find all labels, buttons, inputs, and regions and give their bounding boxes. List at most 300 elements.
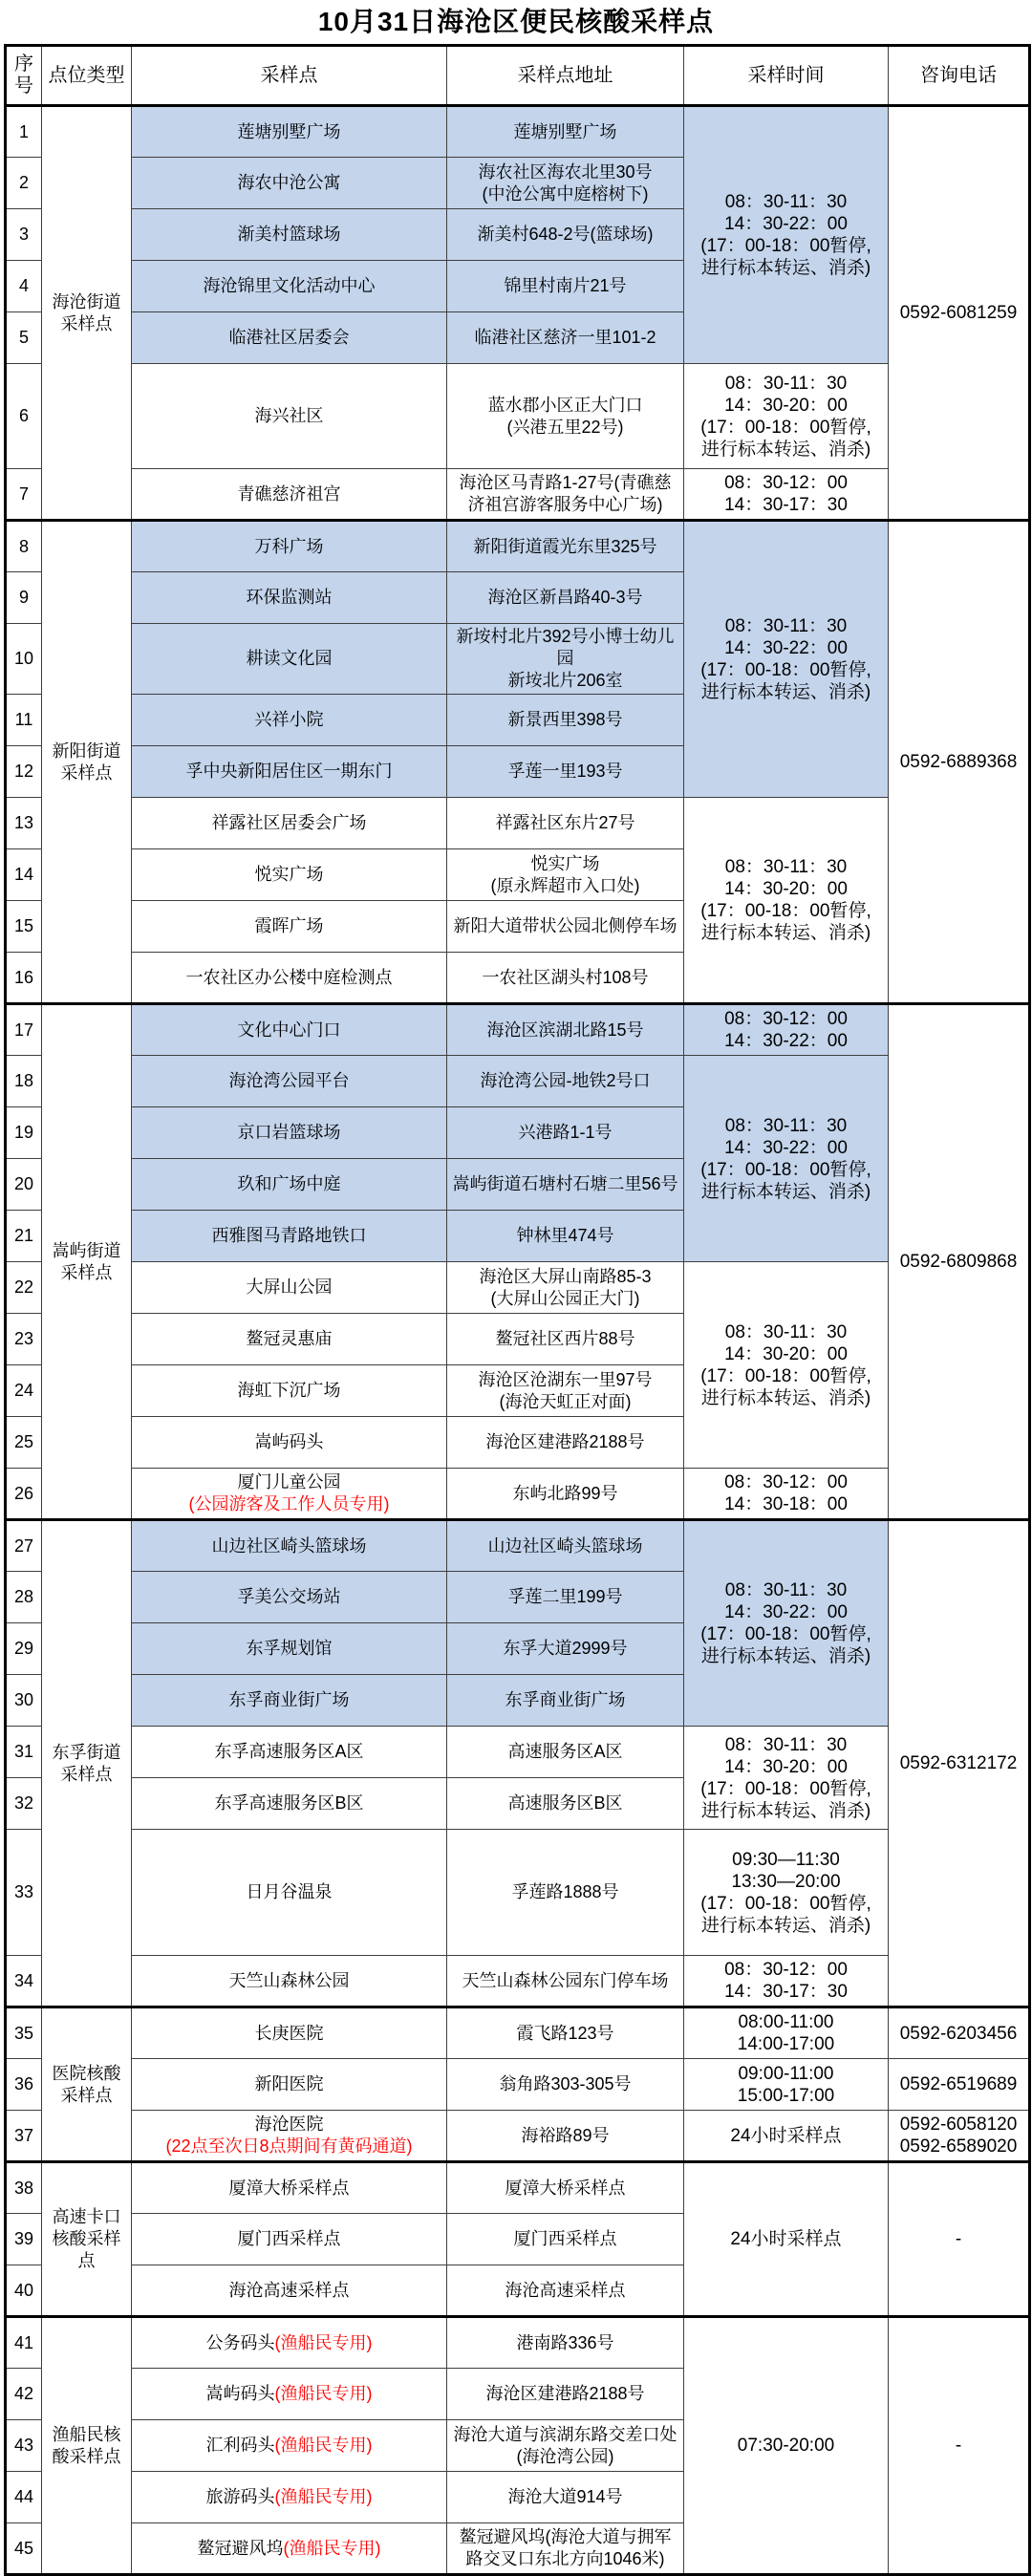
- site-name-cell-text: 汇利码头: [205, 2436, 275, 2455]
- site-address-cell: [447, 1520, 684, 1572]
- site-address-cell-text: 孚莲一里193号: [507, 762, 623, 781]
- phone-cell-text: -: [955, 2229, 962, 2249]
- site-address-cell-text: 路交叉口东北方向1046米): [465, 2549, 665, 2568]
- site-name-cell-alert-text: (渔船民专用): [274, 2487, 373, 2506]
- site-type-cell: [42, 521, 132, 1004]
- site-address-cell-text: 祥露社区东片27号: [495, 813, 635, 832]
- sampling-time-cell-text: 08:00-11:00: [738, 2012, 834, 2032]
- site-address-cell: [447, 2059, 684, 2111]
- header-addr: 采样点地址: [447, 46, 684, 106]
- row-number-cell-text: 27: [13, 1535, 34, 1556]
- sampling-time-cell: [684, 1262, 889, 1469]
- phone-cell: [889, 2162, 1030, 2317]
- site-address-cell-text: 海沧高速采样点: [505, 2280, 626, 2300]
- site-name-cell: [132, 1211, 447, 1262]
- site-name-cell: [132, 364, 447, 469]
- row-number-cell: [6, 2472, 42, 2523]
- site-name-cell-text: 孚美公交场站: [237, 1587, 341, 1606]
- site-address-cell: [447, 1056, 684, 1107]
- sampling-time-cell-text: 14：30-20：00: [724, 1756, 848, 1777]
- row-number-cell: [6, 2059, 42, 2111]
- site-name-cell: [132, 2007, 447, 2059]
- table-row: [6, 1830, 1030, 1956]
- site-address-cell-text: 钟林里474号: [516, 1226, 614, 1245]
- row-number-cell-text: 36: [13, 2074, 34, 2093]
- sampling-time-cell: [684, 798, 889, 1004]
- sampling-time-cell: [684, 364, 889, 469]
- site-address-cell: [447, 1314, 684, 1365]
- phone-cell: [889, 2317, 1030, 2575]
- site-type-cell-text: 医院核酸采样点: [52, 2063, 121, 2105]
- site-name-cell: [132, 1778, 447, 1830]
- site-address-cell-text: 海沧区新昌路40-3号: [487, 588, 643, 607]
- site-address-cell-text: 新阳大道带状公园北侧停车场: [453, 916, 677, 935]
- sampling-time-cell: [684, 2111, 889, 2162]
- site-name-cell: [132, 572, 447, 624]
- site-name-cell-alert-text: (渔船民专用): [274, 2332, 373, 2352]
- site-name-cell-text: 海沧湾公园平台: [228, 1071, 350, 1090]
- row-number-cell: [6, 1056, 42, 1107]
- row-number-cell-text: 1: [18, 121, 29, 141]
- sampling-time-cell-text: 08：30-11：30: [724, 1580, 848, 1600]
- site-address-cell: [447, 953, 684, 1004]
- row-number-cell-text: 33: [13, 1882, 34, 1901]
- site-name-cell: [132, 798, 447, 849]
- site-address-cell: [447, 1365, 684, 1417]
- sampling-time-cell-text: 07:30-20:00: [737, 2436, 835, 2456]
- sampling-time-cell: [684, 1004, 889, 1056]
- site-address-cell-text: 渐美村648-2号(篮球场): [477, 225, 654, 244]
- header-type: 点位类型: [42, 46, 132, 106]
- row-number-cell: [6, 849, 42, 901]
- row-number-cell-text: 2: [18, 173, 29, 192]
- site-name-cell: [132, 521, 447, 572]
- site-name-cell-text: 山边社区崎头篮球场: [211, 1535, 367, 1556]
- site-type-cell: [42, 2162, 132, 2317]
- row-number-cell-text: 31: [13, 1742, 34, 1761]
- row-number-cell-text: 4: [18, 276, 29, 295]
- phone-cell: [889, 521, 1030, 1004]
- sampling-time-cell-text: 14：30-20：00: [724, 395, 848, 416]
- row-number-cell-text: 42: [13, 2384, 34, 2403]
- sampling-time-cell: [684, 2162, 889, 2317]
- sampling-time-cell-text: 14：30-22：00: [724, 1602, 848, 1622]
- site-type-cell: [42, 2317, 132, 2575]
- site-address-cell: [447, 209, 684, 261]
- sampling-time-cell-text: 进行标本转运、消杀): [700, 439, 871, 460]
- site-address-cell-text: 高速服务区A区: [507, 1742, 623, 1761]
- row-number-cell: [6, 2369, 42, 2420]
- row-number-cell-text: 14: [13, 865, 34, 884]
- site-address-cell: [447, 1727, 684, 1778]
- site-address-cell-text: 天竺山森林公园东门停车场: [462, 1970, 669, 1990]
- sampling-time-cell: [684, 1830, 889, 1956]
- page-title: 10月31日海沧区便民核酸采样点: [317, 7, 715, 36]
- row-number-cell-text: 20: [13, 1174, 34, 1193]
- row-number-cell-text: 12: [13, 762, 34, 781]
- row-number-cell: [6, 953, 42, 1004]
- site-address-cell-text: 海沧区马青路1-27号(青礁慈: [459, 473, 672, 492]
- header-phone: 咨询电话: [889, 46, 1030, 106]
- site-name-cell-text: 兴祥小院: [254, 710, 324, 729]
- site-address-cell-text: 东孚商业街广场: [505, 1690, 626, 1709]
- site-type-cell: [42, 1004, 132, 1520]
- row-number-cell-text: 34: [13, 1970, 34, 1990]
- site-name-cell-text: 悦实广场: [254, 865, 324, 884]
- row-number-cell: [6, 1262, 42, 1314]
- sampling-time-cell-text: 08：30-12：00: [724, 1009, 848, 1029]
- site-name-cell: [132, 2214, 447, 2265]
- site-name-cell-text: 长庚医院: [254, 2023, 324, 2043]
- phone-cell-text: 0592-6203456: [899, 2023, 1018, 2044]
- phone-cell-text: 0592-6889368: [899, 752, 1018, 772]
- site-name-cell: [132, 1417, 447, 1469]
- site-name-cell-alert-text: (公园游客及工作人员专用): [188, 1494, 390, 1513]
- site-name-cell: [132, 1623, 447, 1675]
- site-address-cell-text: 孚莲二里199号: [507, 1587, 623, 1606]
- sampling-time-cell: [684, 1056, 889, 1262]
- sampling-time-cell-text: 08：30-12：00: [724, 473, 848, 493]
- table-row: [6, 1727, 1030, 1778]
- site-name-cell: [132, 849, 447, 901]
- site-name-cell-text: 青礁慈济祖宫: [237, 483, 341, 504]
- site-address-cell-text: 新阳街道霞光东里325号: [473, 536, 657, 556]
- site-address-cell-text: 新垵村北片392号小博士幼儿园: [456, 627, 675, 668]
- phone-cell-text: 0592-6589020: [899, 2136, 1018, 2157]
- site-address-cell-text: 厦门西采样点: [513, 2229, 617, 2248]
- site-type-cell-text: 新阳街道采样点: [52, 741, 121, 783]
- row-number-cell-text: 44: [13, 2487, 34, 2506]
- site-type-cell: [42, 106, 132, 521]
- site-name-cell: [132, 624, 447, 695]
- site-address-cell-text: 海沧区大屏山南路85-3: [479, 1266, 652, 1286]
- site-name-cell: [132, 158, 447, 209]
- phone-cell: [889, 2007, 1030, 2059]
- sampling-time-cell-text: 进行标本转运、消杀): [700, 1646, 871, 1666]
- row-number-cell: [6, 1107, 42, 1159]
- site-address-cell: [447, 1956, 684, 2007]
- site-address-cell: [447, 1469, 684, 1520]
- row-number-cell-text: 18: [13, 1071, 34, 1090]
- site-name-cell-alert-text: (22点至次日8点期间有黄码通道): [165, 2136, 413, 2156]
- table-row: [6, 2317, 1030, 2369]
- site-name-cell: [132, 469, 447, 521]
- sampling-time-cell-text: 14：30-22：00: [724, 638, 848, 658]
- site-address-cell: [447, 1778, 684, 1830]
- site-name-cell: [132, 953, 447, 1004]
- site-name-cell: [132, 695, 447, 746]
- site-address-cell-text: 海沧湾公园-地铁2号口: [480, 1071, 651, 1090]
- sampling-time-cell-text: 14：30-22：00: [724, 1031, 848, 1051]
- row-number-cell: [6, 364, 42, 469]
- sampling-time-cell-text: 08：30-12：00: [724, 1472, 848, 1492]
- table-row: [6, 798, 1030, 849]
- header-row: [6, 46, 1030, 106]
- table-row: [6, 1056, 1030, 1107]
- row-number-cell: [6, 2265, 42, 2317]
- sampling-time-cell-text: 08：30-11：30: [724, 1321, 848, 1342]
- sampling-time-cell-text: 15:00-17:00: [737, 2085, 835, 2106]
- site-name-cell-text: 东孚高速服务区B区: [214, 1793, 364, 1813]
- site-name-cell-text: 祥露社区居委会广场: [211, 813, 367, 832]
- row-number-cell: [6, 1365, 42, 1417]
- sampling-time-cell-text: 14：30-17：30: [724, 1982, 848, 2002]
- site-address-cell: [447, 2111, 684, 2162]
- row-number-cell: [6, 521, 42, 572]
- table-row: [6, 364, 1030, 469]
- sampling-time-cell-text: 08：30-12：00: [724, 1960, 848, 1980]
- table-row: [6, 2111, 1030, 2162]
- row-number-cell: [6, 1004, 42, 1056]
- sampling-time-cell-text: 进行标本转运、消杀): [700, 1915, 871, 1936]
- site-name-cell-text: 莲塘别墅广场: [237, 121, 341, 141]
- row-number-cell-text: 19: [13, 1123, 34, 1142]
- table-row: [6, 1956, 1030, 2007]
- sampling-time-cell-text: 14:00-17:00: [737, 2034, 835, 2054]
- row-number-cell: [6, 1314, 42, 1365]
- site-address-cell-text: 兴港路1-1号: [518, 1123, 613, 1142]
- table-row: [6, 469, 1030, 521]
- site-name-cell-text: 孚中央新阳居住区一期东门: [185, 762, 393, 781]
- site-address-cell-text: 新景西里398号: [507, 710, 623, 729]
- row-number-cell: [6, 624, 42, 695]
- sampling-time-cell: [684, 2007, 889, 2059]
- site-name-cell-text: 海农中沧公寓: [237, 173, 341, 192]
- phone-cell-text: -: [955, 2436, 962, 2456]
- site-name-cell-text: 公务码头: [205, 2332, 275, 2352]
- site-name-cell: [132, 901, 447, 953]
- site-name-cell: [132, 1469, 447, 1520]
- site-address-cell-text: 海沧大道与滨湖东路交差口处: [453, 2424, 677, 2444]
- site-name-cell: [132, 1727, 447, 1778]
- row-number-cell-text: 24: [13, 1381, 34, 1400]
- site-name-cell: [132, 2111, 447, 2162]
- row-number-cell-text: 6: [18, 406, 29, 425]
- site-address-cell: [447, 798, 684, 849]
- sampling-time-cell-text: 进行标本转运、消杀): [700, 1800, 871, 1821]
- sampling-time-cell-text: (17：00-18：00暂停,: [700, 1159, 871, 1180]
- site-type-cell: [42, 2007, 132, 2162]
- site-address-cell-text: 高速服务区B区: [507, 1793, 623, 1813]
- site-address-cell-text: 海裕路89号: [521, 2125, 610, 2145]
- site-address-cell-text: 海农社区海农北里30号: [478, 161, 653, 182]
- site-name-cell-text: 渐美村篮球场: [237, 225, 341, 244]
- site-type-cell-text: 渔船民核酸采样点: [52, 2424, 121, 2466]
- site-name-cell-text: 海沧医院: [254, 2114, 324, 2134]
- sampling-time-cell-text: 14：30-22：00: [724, 214, 848, 234]
- site-name-cell: [132, 1262, 447, 1314]
- sampling-time-cell-text: 08：30-11：30: [724, 616, 848, 636]
- row-number-cell: [6, 695, 42, 746]
- site-address-cell-text: 厦漳大桥采样点: [505, 2178, 626, 2198]
- site-name-cell-text: 一农社区办公楼中庭检测点: [185, 967, 393, 987]
- site-address-cell-text: (大屏山公园正大门): [490, 1288, 640, 1308]
- site-address-cell-text: 孚莲路1888号: [511, 1882, 619, 1901]
- table-row: [6, 1262, 1030, 1314]
- site-address-cell-text: 鳌冠避风坞(海沧大道与拥军: [459, 2527, 672, 2546]
- row-number-cell-text: 8: [18, 536, 29, 556]
- site-address-cell: [447, 572, 684, 624]
- row-number-cell: [6, 2214, 42, 2265]
- row-number-cell: [6, 1830, 42, 1956]
- site-address-cell: [447, 1107, 684, 1159]
- site-address-cell: [447, 1623, 684, 1675]
- site-address-cell: [447, 1159, 684, 1211]
- sampling-time-cell-text: (17：00-18：00暂停,: [700, 236, 871, 256]
- site-name-cell: [132, 1056, 447, 1107]
- site-address-cell-text: (原永辉超市入口处): [490, 875, 640, 895]
- phone-cell-text: 0592-6809868: [899, 1252, 1018, 1272]
- sampling-time-cell-text: (17：00-18：00暂停,: [700, 1778, 871, 1799]
- sampling-time-cell-text: 14：30-18：00: [724, 1494, 848, 1514]
- site-address-cell: [447, 364, 684, 469]
- site-name-cell-text: 京口岩篮球场: [237, 1123, 341, 1142]
- sampling-time-cell-text: (17：00-18：00暂停,: [700, 1624, 871, 1644]
- header-time: 采样时间: [684, 46, 889, 106]
- site-name-cell-text: 海沧高速采样点: [228, 2280, 350, 2300]
- sampling-time-cell: [684, 1956, 889, 2007]
- sampling-time-cell: [684, 106, 889, 364]
- row-number-cell: [6, 2420, 42, 2472]
- site-address-cell: [447, 1675, 684, 1727]
- sampling-time-cell-text: (17：00-18：00暂停,: [700, 1365, 871, 1386]
- site-name-cell-text: 厦漳大桥采样点: [228, 2178, 350, 2198]
- sampling-time-cell-text: 09:30—11:30: [732, 1849, 840, 1870]
- site-address-cell-text: 海沧区建港路2188号: [485, 1432, 645, 1451]
- row-number-cell: [6, 746, 42, 798]
- site-address-cell-text: 海沧区沧湖东一里97号: [478, 1369, 653, 1389]
- sampling-time-cell-text: 08：30-11：30: [724, 1115, 848, 1136]
- site-name-cell: [132, 1365, 447, 1417]
- site-name-cell-alert-text: (渔船民专用): [274, 2436, 373, 2455]
- sampling-time-cell: [684, 521, 889, 798]
- row-number-cell-text: 29: [13, 1639, 34, 1658]
- site-name-cell: [132, 1830, 447, 1956]
- table-row: [6, 1004, 1030, 1056]
- site-name-cell-text: 东孚商业街广场: [228, 1690, 350, 1709]
- row-number-cell-text: 35: [13, 2023, 34, 2043]
- row-number-cell: [6, 1675, 42, 1727]
- sampling-time-cell: [684, 2059, 889, 2111]
- site-address-cell-text: 海沧大道914号: [507, 2487, 623, 2506]
- sampling-time-cell-text: 08：30-11：30: [724, 1734, 848, 1755]
- sampling-time-cell-text: 24小时采样点: [730, 2229, 842, 2249]
- site-address-cell-text: 新垵北片206室: [507, 671, 623, 690]
- site-address-cell: [447, 2265, 684, 2317]
- row-number-cell: [6, 1417, 42, 1469]
- site-address-cell: [447, 2162, 684, 2214]
- table-body: [6, 106, 1030, 2575]
- site-type-cell-text: 海沧街道采样点: [52, 291, 121, 333]
- sampling-time-cell-text: 进行标本转运、消杀): [700, 258, 871, 278]
- sampling-time-cell: [684, 1727, 889, 1830]
- row-number-cell-text: 22: [13, 1277, 34, 1297]
- sampling-time-cell-text: 24小时采样点: [730, 2125, 842, 2146]
- sampling-time-cell-text: 进行标本转运、消杀): [700, 923, 871, 943]
- site-name-cell: [132, 1675, 447, 1727]
- row-number-cell-text: 23: [13, 1329, 34, 1348]
- site-address-cell: [447, 469, 684, 521]
- site-name-cell-text: 西雅图马青路地铁口: [211, 1226, 367, 1245]
- sampling-time-cell-text: (17：00-18：00暂停,: [700, 1893, 871, 1914]
- site-name-cell: [132, 261, 447, 312]
- site-address-cell-text: (海沧天虹正对面): [499, 1391, 632, 1411]
- site-name-cell-text: 天竺山森林公园: [228, 1970, 350, 1990]
- site-name-cell-text: 临港社区居委会: [228, 328, 350, 347]
- site-name-cell-text: 东孚高速服务区A区: [214, 1742, 364, 1761]
- site-name-cell: [132, 2162, 447, 2214]
- sampling-time-cell-text: 14：30-22：00: [724, 1137, 848, 1158]
- site-name-cell: [132, 1004, 447, 1056]
- row-number-cell-text: 13: [13, 813, 34, 832]
- site-address-cell: [447, 2007, 684, 2059]
- row-number-cell-text: 38: [13, 2178, 34, 2198]
- row-number-cell-text: 9: [18, 588, 29, 607]
- site-address-cell-text: (海沧湾公园): [516, 2446, 614, 2466]
- site-name-cell: [132, 1159, 447, 1211]
- site-address-cell: [447, 106, 684, 158]
- row-number-cell-text: 5: [18, 328, 29, 347]
- site-name-cell: [132, 2317, 447, 2369]
- site-address-cell: [447, 1004, 684, 1056]
- site-name-cell-text: 厦门儿童公园: [237, 1472, 341, 1492]
- site-address-cell-text: 翁角路303-305号: [499, 2074, 632, 2093]
- row-number-cell: [6, 106, 42, 158]
- sampling-time-cell-text: 13:30—20:00: [731, 1871, 841, 1892]
- site-address-cell: [447, 1830, 684, 1956]
- site-type-cell-text: 东孚街道采样点: [52, 1742, 121, 1784]
- site-address-cell: [447, 2472, 684, 2523]
- row-number-cell-text: 40: [13, 2280, 34, 2300]
- phone-cell: [889, 2111, 1030, 2162]
- site-address-cell-text: 港南路336号: [516, 2332, 614, 2352]
- site-name-cell-text: 玖和广场中庭: [237, 1174, 341, 1193]
- site-address-cell: [447, 2214, 684, 2265]
- sampling-time-cell: [684, 1520, 889, 1727]
- site-name-cell-text: 日月谷温泉: [246, 1882, 333, 1901]
- row-number-cell: [6, 1778, 42, 1830]
- site-address-cell-text: (中沧公寓中庭榕树下): [482, 183, 649, 204]
- site-address-cell-text: 一农社区湖头村108号: [482, 967, 649, 987]
- site-address-cell: [447, 261, 684, 312]
- site-name-cell-text: 耕读文化园: [246, 649, 333, 668]
- phone-cell: [889, 1004, 1030, 1520]
- site-address-cell: [447, 695, 684, 746]
- site-address-cell-text: 莲塘别墅广场: [513, 121, 617, 141]
- site-address-cell-text: 霞飞路123号: [516, 2023, 614, 2043]
- site-name-cell-alert-text: (渔船民专用): [274, 2384, 373, 2403]
- site-name-cell: [132, 2472, 447, 2523]
- site-address-cell-text: 海沧区滨湖北路15号: [486, 1020, 644, 1040]
- table-row: [6, 1520, 1030, 1572]
- sampling-time-cell-text: (17：00-18：00暂停,: [700, 417, 871, 438]
- sampling-time-cell-text: 14：30-17：30: [724, 495, 848, 515]
- row-number-cell: [6, 158, 42, 209]
- row-number-cell-text: 21: [13, 1226, 34, 1245]
- site-address-cell: [447, 901, 684, 953]
- site-name-cell: [132, 106, 447, 158]
- site-address-cell-text: 山边社区崎头篮球场: [487, 1535, 643, 1556]
- row-number-cell-text: 32: [13, 1793, 34, 1813]
- site-type-cell-text: 嵩屿街道采样点: [52, 1240, 121, 1282]
- site-name-cell: [132, 1520, 447, 1572]
- site-name-cell: [132, 2420, 447, 2472]
- row-number-cell: [6, 261, 42, 312]
- site-type-cell-text: 高速卡口核酸采样点: [52, 2207, 121, 2270]
- row-number-cell-text: 16: [13, 967, 34, 987]
- row-number-cell-text: 25: [13, 1432, 34, 1451]
- site-name-cell: [132, 209, 447, 261]
